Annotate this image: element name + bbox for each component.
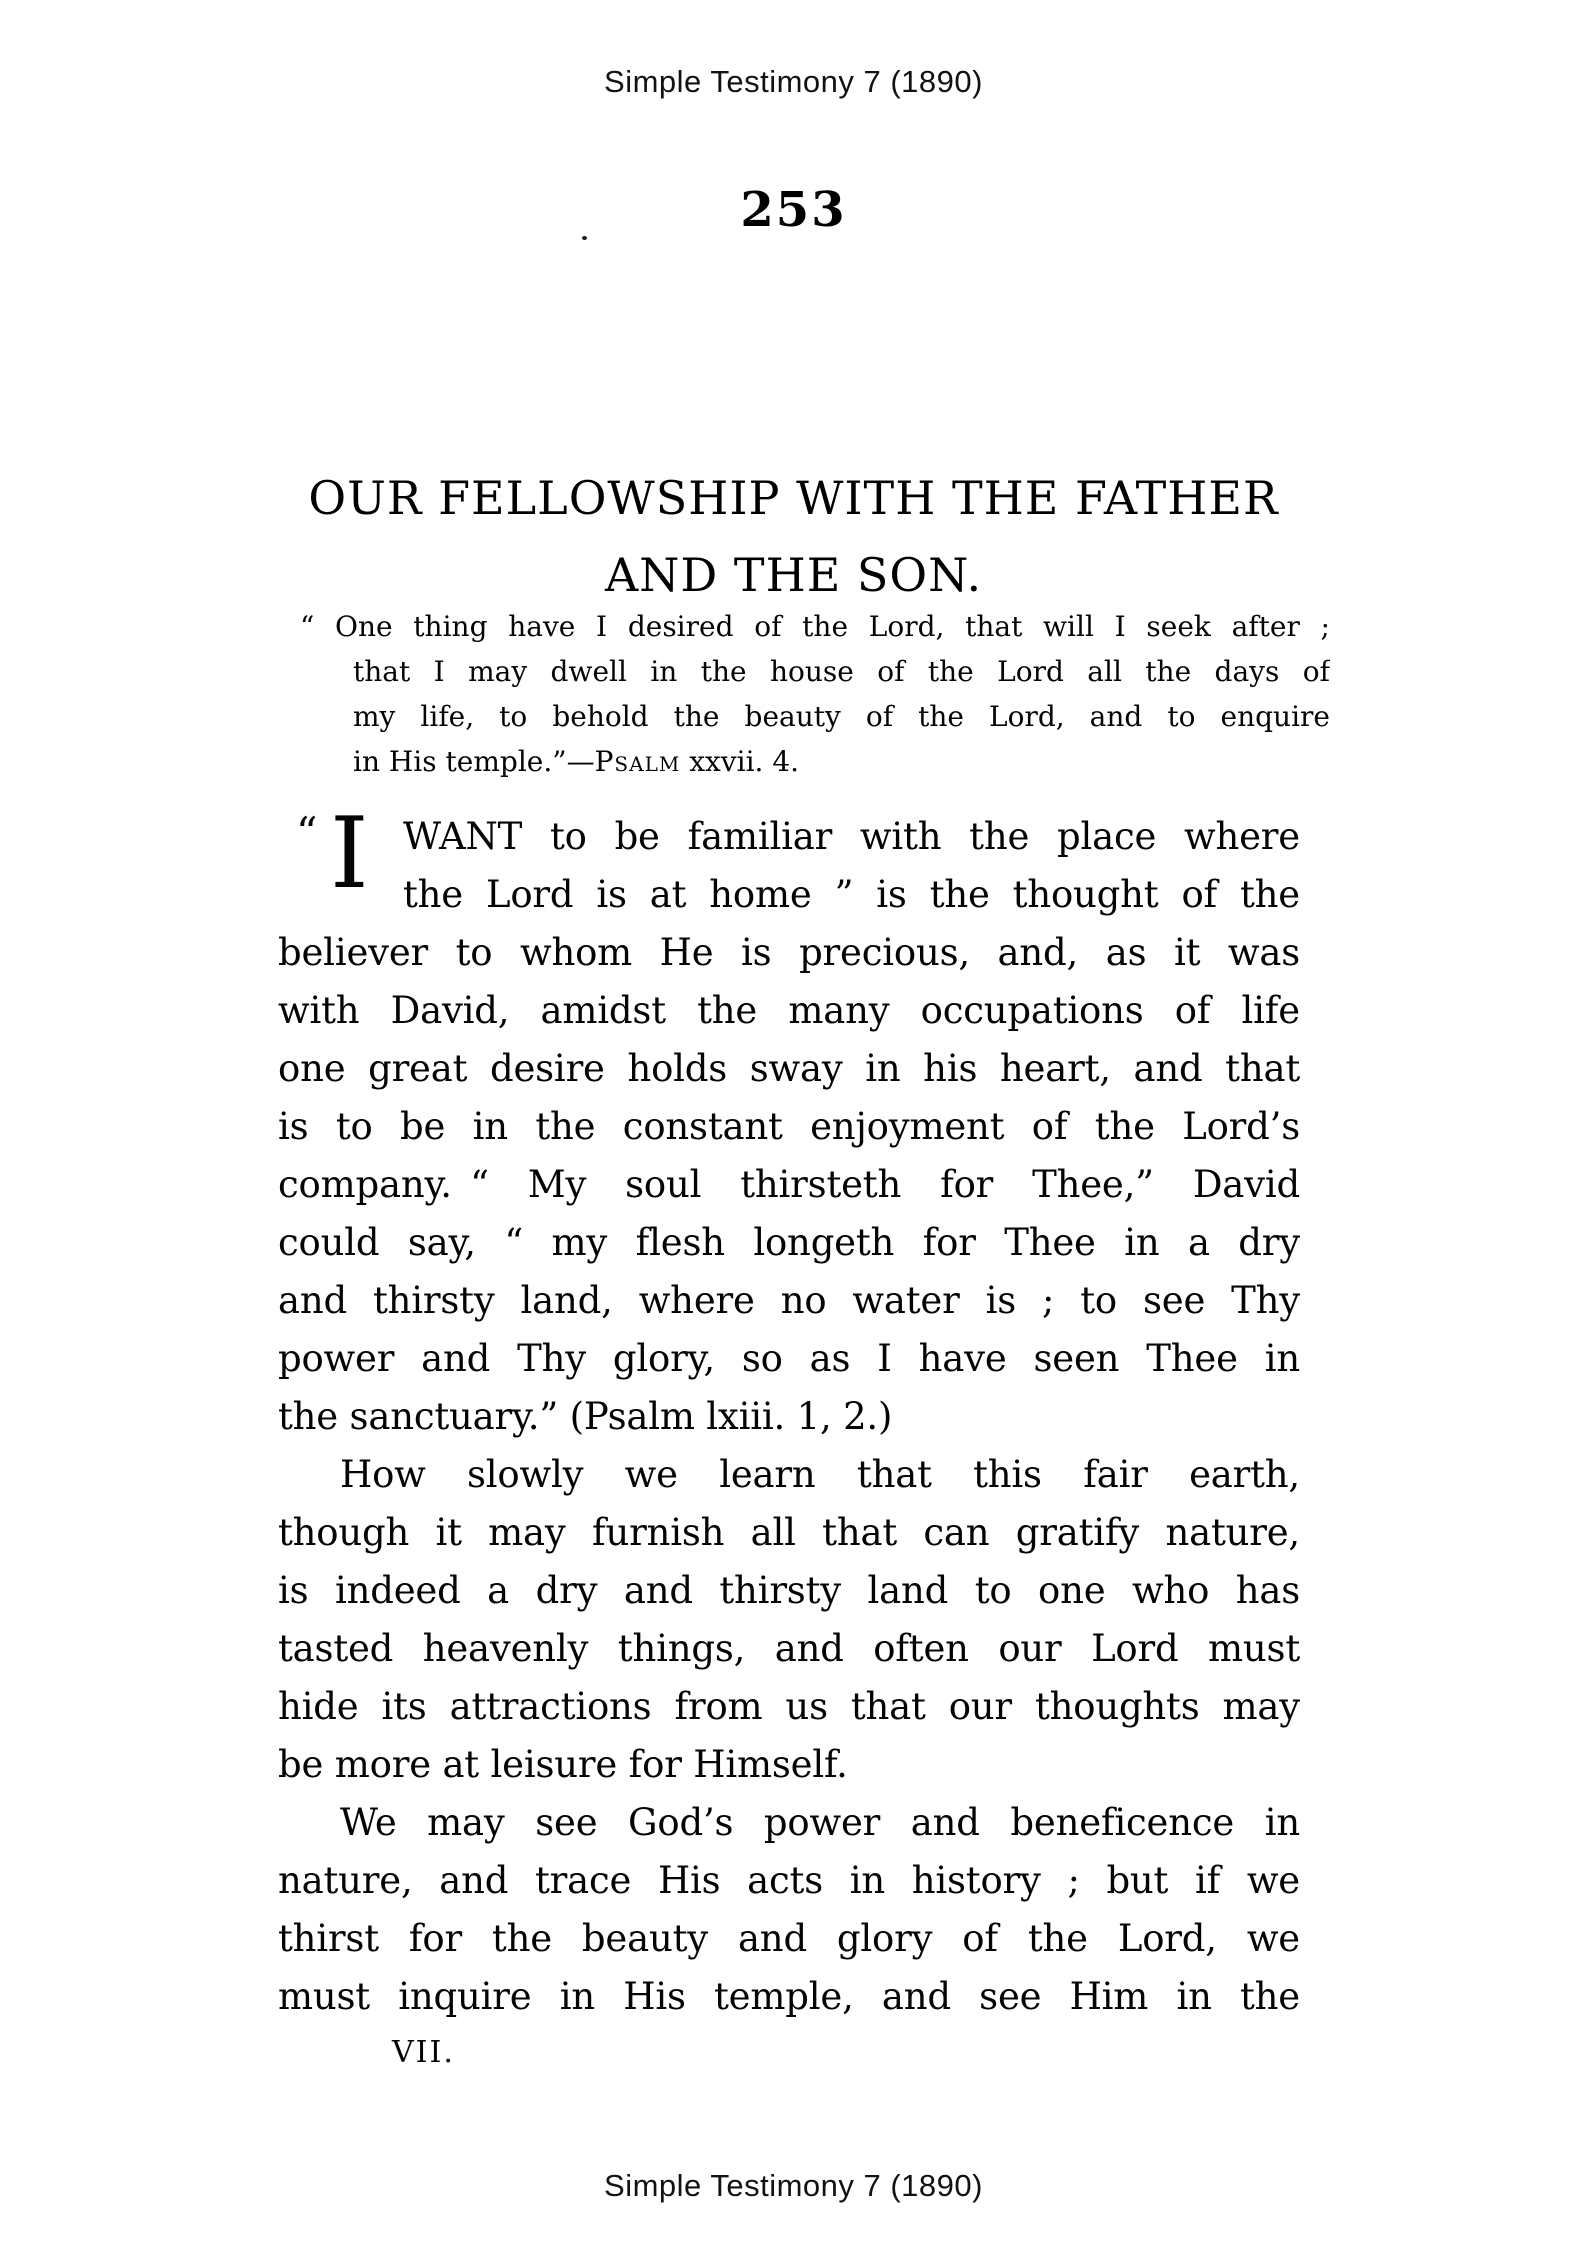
- text-line: the sanctuary.” (Psalm lxiii. 1, 2.): [278, 1395, 893, 1438]
- epigraph-line: “ One thing have I desired of the Lord, that will I seek after ;: [300, 610, 1330, 643]
- article-title-line2: AND THE SON.: [604, 548, 983, 602]
- print-speck: [582, 236, 587, 240]
- body-text-column: [278, 797, 1300, 2084]
- page-number: 253: [740, 182, 847, 238]
- text-line: one great desire holds sway in his heart, and that: [278, 1047, 1300, 1090]
- paragraph: [278, 1794, 1300, 2026]
- header-running-title: Simple Testimony 7 (1890): [604, 64, 983, 99]
- signature-mark: VII.: [392, 2035, 455, 2070]
- text-line: must inquire in His temple, and see Him in the: [278, 1975, 1300, 2018]
- text-line: company. “ My soul thirsteth for Thee,” David: [278, 1163, 1300, 1206]
- text-line: tasted heavenly things, and often our Lord must: [278, 1627, 1300, 1670]
- article-title-line1: OUR FELLOWSHIP WITH THE FATHER: [308, 471, 1279, 525]
- text-line: power and Thy glory, so as I have seen Thee in: [278, 1337, 1300, 1380]
- text-line: WANT to be familiar with the place where: [403, 815, 1300, 858]
- psalm-reference-numerals: xxvii. 4.: [680, 745, 800, 778]
- text-line: and thirsty land, where no water is ; to see Thy: [278, 1279, 1300, 1322]
- footer-running-title: Simple Testimony 7 (1890): [604, 2168, 983, 2203]
- text-line: though it may furnish all that can gratify nature,: [278, 1511, 1300, 1554]
- article-title: [0, 460, 1587, 614]
- text-line: could say, “ my flesh longeth for Thee in a dry: [278, 1221, 1300, 1264]
- text-line: hide its attractions from us that our thoughts may: [278, 1685, 1300, 1728]
- open-quote-mark: “: [296, 808, 318, 857]
- text-line: with David, amidst the many occupations of life: [278, 989, 1300, 1032]
- text-line: be more at leisure for Himself.: [278, 1743, 848, 1786]
- epigraph-closing-text: in His temple.”—: [353, 745, 595, 778]
- epigraph-line: [300, 739, 1330, 784]
- paragraph: [278, 797, 1300, 1446]
- epigraph: [300, 604, 1330, 784]
- psalm-reference: Psalm: [594, 745, 681, 778]
- text-line: We may see God’s power and beneficence in: [340, 1801, 1300, 1844]
- text-line: How slowly we learn that this fair earth,: [340, 1453, 1300, 1496]
- text-line: believer to whom He is precious, and, as it was: [278, 931, 1300, 974]
- text-line: thirst for the beauty and glory of the Lord, we: [278, 1917, 1300, 1960]
- text-line: nature, and trace His acts in history ; but if we: [278, 1859, 1300, 1902]
- text-line: is indeed a dry and thirsty land to one who has: [278, 1569, 1300, 1612]
- paragraph: [278, 1446, 1300, 1794]
- epigraph-line: that I may dwell in the house of the Lord all the days of: [353, 655, 1330, 688]
- text-line: the Lord is at home ” is the thought of the: [403, 873, 1300, 916]
- drop-cap-letter: I: [330, 797, 369, 911]
- text-line: is to be in the constant enjoyment of the Lord’s: [278, 1105, 1300, 1148]
- epigraph-line: my life, to behold the beauty of the Lord, and to enquire: [353, 700, 1330, 733]
- drop-cap-block: [278, 797, 403, 924]
